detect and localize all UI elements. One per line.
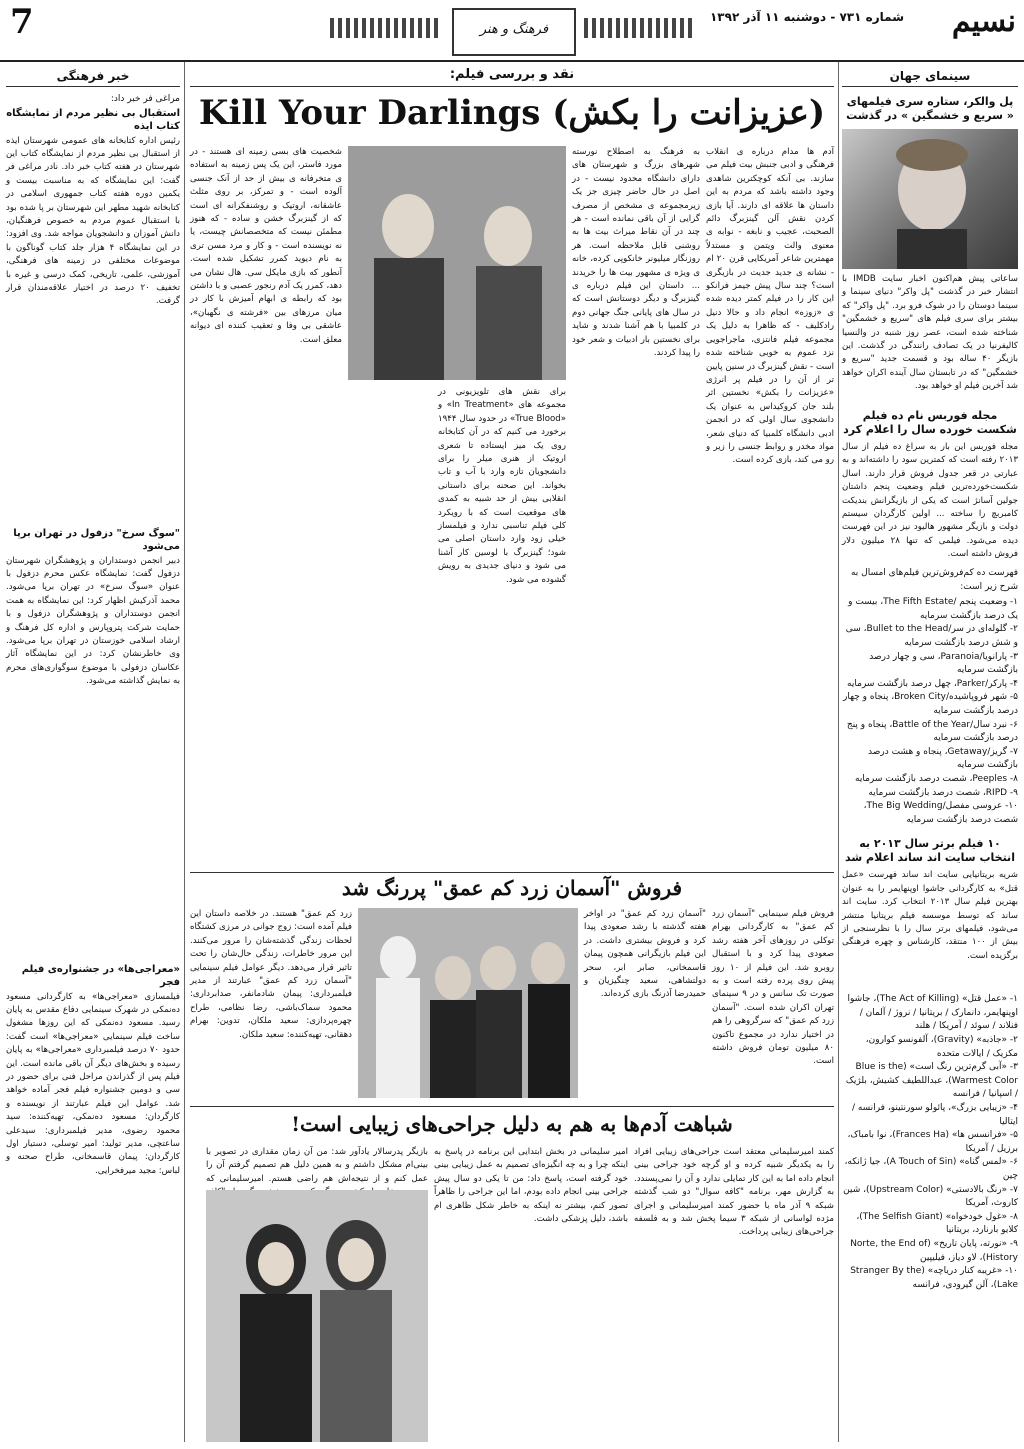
list-item: ۴- پارکر/Parker، چهل درصد بازگشت سرمایه — [847, 678, 1018, 689]
list-item: ۱۰- «غریبه کنار دریاچه» (Stranger By the Lake)، آلن گیرودی، فرانسه — [850, 1266, 1018, 1290]
sale-col-2: "آسمان زرد کم عمق" در اواخر هفته گذشته با رشد صعودی پیدا کرد و فروش بیشتری داشت. در این فیلم بازیگرانی همچون پیمان قاسمخانی، صابر ابر، سحر دولتشاهی، سعید چنگیزیان و حمیدرضا آذرنگ بازی کرده‌اند. — [584, 909, 706, 1000]
list-item: ۷- «رنگ بالادستی» (Upstream Color)، شین کاروث، آمریکا — [843, 1184, 1018, 1209]
forbes-body: مجله فوربس این بار به سراغ ده فیلم از سال ۲۰۱۳ رفته است که کمترین سود را داشته‌اند و به عبارتی در قعر جدول فروش قرار دارند. اسال شکست‌خورده‌ترین فیلم وضعیت پنجم داشتان جولین آسانژ است که یکی از بازیگرانش بندیکت کامبربچ را ساخته ... اولین کارگردان سیستم دولت و بازیگر مشهور هالیود نیز در این فهرست دیده می‌شود. فیلمی که تنها ۲۸ میلیون دلار فروش داشته است. — [842, 442, 1018, 560]
list-item: ۴- «زیبایی بزرگ»، پائولو سورنتینو، فرانسه / ایتالیا — [851, 1103, 1018, 1127]
cultural-news-column — [6, 66, 180, 1401]
list-item: ۱- وضعیت پنجم /The Fifth Estate، بیست و یک درصد بازگشت سرمایه — [848, 597, 1018, 621]
list-item: ۳- «آبی گرم‌ترین رنگ است» (Blue is the Warmest Color)، عبداللطیف کشیش، بلژیک / اسپانیا / فرانسه — [845, 1062, 1018, 1100]
decorative-pattern-left — [330, 18, 440, 38]
section-emblem — [452, 8, 576, 56]
walker-body: ساعاتی پیش هم‌اکنون اخبار سایت IMDB با انتشار خبر در گذشت "پل واکر" دنیای سینما و سینما دوستان را در شوک فرو برد. "پل واکر" که بیشتر برای سری فیلم های "سریع و خشمگین" شناخته شده است، عصر روز شنبه در والنسیا کالیفرنیا در یک تصادف رانندگی در گذشت. این بازیگر ۴۰ ساله بود و قسمت جدید "سریع و خشمگین" که در تابستان سال آینده اکران خواهد شد آخرین فیلم او خواهد بود. — [842, 274, 1018, 392]
surgery-headline: شباهت آدم‌ها به هم به دلیل جراحی‌های زیبایی است! — [190, 1106, 834, 1141]
sale-col-3: زرد کم عمق" هستند. در خلاصه داستان این فیلم آمده است: زوج جوانی در مرزی کشتگاه لحظات زندگی گذشته‌شان را مرور می‌کنند. این مرور خاطرات، زندگی حال‌شان را تحت تاثیر قرار می‌دهد. دیگر عوامل فیلم سینمایی "آسمان زرد کم عمق" عبارتند از مدیر فیلمبرداری: پیمان شادمانفر، صدابرداری: محمود سماک‌باشی، رضا نظامی، طراح چهره‌پردازی: سعید ملکان، تدوین: بهرام دهقانی، تهیه‌کننده: سعید ملکان. — [190, 909, 352, 1040]
top-films-list — [842, 993, 1018, 1292]
list-item: ۲- گلوله‌ای در سر/Bullet to the Head، سی و شش درصد بازگشت سرمایه — [845, 624, 1018, 648]
news-headline-3: «معراجی‌ها» در جشنواره‌ی فیلم فجر — [21, 963, 180, 988]
news-body-2: دبیر انجمن دوستداران و پژوهشگران شهرستان دزفول گفت: نمایشگاه عکس محرم دزفول با عنوان «سوگ سرخ» در تهران برپا می‌شود. محمد آذرکیش اظهار کرد: این نمایشگاه به همت انجمن دوستداران و پژوهشگران دزفول و با حمایت شرکت پتروپارس و اداره کل فرهنگ و ارشاد اسلامی خوزستان در تهران برپا می‌شود. وی خاطرنشان کرد: در این نمایشگاه آثار عکاسان دزفولی با موضوع سوگواری‌های محرم به نمایش گذاشته می‌شود. — [6, 555, 180, 687]
section-label: فرهنگ و هنر — [479, 22, 549, 37]
review-col-1: آدم ها مدام درباره ی انقلاب فرهنگی و ادبی جنبش بیت فیلم می سازند. بی آنکه کوچکترین شاهدی وجود داشته باشد که مردم به این داستان ها علاقه ای دارند. آیا بازی کردن نقش آلن گینزبرگ دائم الصحبت، عجیب و نابغه - نوابه ی معنوی والت ویتمن و مستدلاً مهمترین شاعر آمریکایی قرن ۲۰ ام - نشانه ی جدید جدیت در بازیگری است؟ چند سال پیش جیمز فرانکو این کار را در فیلم کمتر دیده شده ی «زوزه» انجام داد و حالا دنیل رادکلیف - که ظاهرا به دلیل یک مجموعه فیلم فانتزی، ماجراجویی نزد عموم به خوبی شناخته شده است - نقش گینزبرگ در سنین پایین تر از آن را در فیلم پر انرژی «عزیزانت را بکش» نخستین اثر بلند جان کروکیداس به عنوان یک دانشجوی سال اولی که در انجمن ادبی دانشگاه کلمبیا که دنیای شعر، مواد مخدر و روابط جنسی را زیر و رو می کند، بازی کرده است. — [706, 147, 834, 466]
section-heading: خبر فرهنگی — [6, 66, 180, 87]
list-item: ۳- پارانویا/Paranoia، سی و چهار درصد بازگشت سرمایه — [869, 651, 1018, 676]
cast-group-photo — [358, 908, 578, 1098]
surgery-col-2: امیر سلیمانی در بخش ابتدایی این برنامه در پاسخ به اینکه چرا و به چه انگیزه‌ای تصمیم به عمل زیبایی بینی خود گرفته است، پاسخ داد: من تا یکی دو سال پیش جراحی بینی انجام داده بودم، اما این جراحی را ظاهراً تصور کنم، بیشتر نه اینکه به خاطر شکل ظاهری ام باشد، دلیل پزشکی داشت. — [434, 1147, 628, 1225]
review-kicker: نقد و بررسی فیلم: — [190, 64, 834, 87]
forbes-list-intro: فهرست ده کم‌فروش‌ترین فیلم‌های امسال به شرح زیر است: — [850, 568, 1018, 592]
list-item: ۱۰- عروسی مفصل/The Big Wedding، شصت درصد بازگشت سرمایه — [863, 801, 1018, 825]
list-item: ۸- Peeples، شصت درصد بازگشت سرمایه — [855, 773, 1018, 784]
news-headline-2: "سوگ سرخ" دزفول در تهران برپا می‌شود — [13, 527, 180, 552]
film-still-icon — [348, 146, 566, 380]
decorative-pattern-right — [584, 18, 694, 38]
list-item: ۱- «عمل قتل» (The Act of Killing)، جاشوا اوپنهایمر، دانمارک / بریتانیا / نروژ / آلمان / فنلاند / سوئد / آمریکا / هلند — [847, 994, 1018, 1032]
sale-headline: فروش "آسمان زرد کم عمق" پررنگ شد — [190, 872, 834, 903]
flop-list — [842, 596, 1018, 827]
list-item: ۶- نبرد سال/Battle of the Year، پنجاه و پنج درصد بازگشت سرمایه — [846, 719, 1018, 744]
section-heading: سینمای جهان — [842, 66, 1018, 87]
paul-walker-photo — [842, 129, 1018, 269]
news-headline-1: استقبال بی نظیر مردم از نمایشگاه کتاب ایذه — [6, 107, 180, 132]
two-actresses-photo — [206, 1190, 428, 1442]
headline-english: Kill Your Darlings — [198, 93, 541, 133]
list-item: ۹- «نورته، پایان تاریخ» (Norte, the End of History)، لاو دیاز، فیلیپین — [850, 1238, 1018, 1263]
masthead — [0, 0, 1024, 62]
sight-sound-headline: ۱۰ فیلم برتر سال ۲۰۱۳ به انتخاب سایت اند ساند اعلام شد — [845, 837, 1015, 865]
issue-line: شماره ۷۳۱ - دوشنبه ۱۱ آذر ۱۳۹۲ — [709, 10, 904, 24]
page-number: 7 — [10, 2, 34, 42]
review-col-4: شخصیت های بسی زمینه ای هستند - در مورد فاستر، این یک پس زمینه به استفاده ی متخرفانه ی بیش از حد از آنک جنسی آلوده است - و تمرکز، بر روی مثلث عاشقانه، اروتیک و روشنفکرانه ای است که از گینزبرگ خشن و ساده - که هنوز مطمئن نیست که متخصصانش چیست، یا نه نویسنده است - و کار و مرد مسن تری به نام دیوید کمرر تشکیل شده است. آنطور که بازی مایکل سی. هال نشان می دهد، کمرر یک آدم رنجور عصبی و با داشتن بود که رابطه ی ابهام آمیزش با کار در میان مرزهای بین «فرشته ی نگهبان»، عاشقی بی وفا و تعقیب کننده ای دیوانه معلق است. — [190, 147, 342, 345]
list-item: ۷- گریز/Getaway، پنجاه و هشت درصد بازگشت سرمایه — [868, 746, 1018, 771]
review-headline — [190, 90, 834, 136]
list-item: ۵- شهر فروپاشیده/Broken City، پنجاه و چهار درصد بازگشت سرمایه — [842, 692, 1018, 716]
list-item: ۹- RIPD، شصت درصد بازگشت سرمایه — [868, 787, 1018, 798]
world-cinema-column — [842, 66, 1018, 1292]
review-col-3: برای نقش های تلویزیونی در مجموعه های «In Treatment» و «True Blood» در حدود سال ۱۹۴۴ برخورد می کنیم که در آن کتابخانه روی یک میز ایستاده تا شعری اروتیک از هنری میلر را برای دانشجویان تازه وارد با آب و تاب بخواند. این صحنه برای داستانی انقلابی بیش از حد شبیه به کمدی های موقعیت است که با رویکرد کلی فیلم تناسبی ندارد و فیلمساز خیلی زود وارد داستان اصلی می شود؛ گینزبرگ با لوسین کار آشنا می شود و دنیای جدیدی به رویش گشوده می شود. — [438, 387, 566, 585]
review-col-2: به فرهنگ به اصطلاح نورسته شهرهای بزرگ و شهرستان های دارای دانشگاه محدود نیست - در اصل در حال حاضر چیزی جز یک زیرمجموعه ی مشخص از مصرف گرایی از آن باقی نمانده است - هر چند در آن نقاط میراث بیت ها به روشنی قابل ملاحظه است. هر روزنگار میلیونر خانکوپی کرده، خانه ی ویژه ی مشهور بیت ها را خریدند ... داستان این فیلم درباره ی گینزبرگ و دیگر دوستانش است که در سال های پایانی جنگ جهانی دوم در کلمبیا با هم آشنا شدند و شاید برای نخستین بار ادبیات و شعر خود را پیدا کردند. — [572, 147, 700, 359]
news-intro: مراغی فر خبر داد: — [110, 94, 180, 104]
column-divider — [838, 62, 839, 1442]
list-item: ۶- «لمس گناه» (A Touch of Sin)، جیا ژانکه، چین — [844, 1157, 1018, 1181]
surgery-col-1: کمند امیرسلیمانی معتقد است جراحی‌های زیبایی افراد را به یکدیگر شبیه کرده و او گرچه خود جراحی بینی انجام داده اما به این کار تمایلی ندارد و آن را نمی‌پسندد. به گزارش مهر، برنامه "کافه سوال" دو شب گذشته شبکه ۹ آذر ماه با حضور کمند امیرسلیمانی و اجرای مژده لواسانی از شبکه ۳ سیما پخش شد و به فلسفه جراحی‌های زیبایی پرداخت. — [634, 1147, 834, 1238]
news-body-1: رئیس اداره کتابخانه های عمومی شهرستان ایذه از استقبال بی نظیر مردم از نمایشگاه کتاب این شهرستان در هفته کتاب خبر داد. نادر مراغی فر گفت: این نمایشگاه که به مناسبت بیست و یکمین دوره هفته کتاب جمهوری اسلامی در کتابخانه شهید مطهر این شهرستان بر پا شده بود با استقبال عموم مردم به خصوص فرهنگیان، دانش آموزان و دانشجویان مواجه شد. وی افزود: در این نمایشگاه ۴ هزار جلد کتاب گوناگون با موضوعات مختلفی در زمینه های فرهنگی، آموزشی، علمی، تاریخی، کمک درسی و غیره با تخفیف ۲۰ درصد در اختیار علاقه‌مندان قرار گرفت. — [6, 135, 180, 307]
review-film-still — [348, 146, 566, 380]
cast-photo-icon — [358, 908, 578, 1098]
headline-persian: (عزیزانت را بکش) — [552, 93, 826, 133]
forbes-headline: مجله فوربس نام ده فیلم شکست خورده سال را اعلام کرد — [843, 409, 1017, 436]
newspaper-logo: نسیم — [951, 4, 1016, 39]
list-item: ۸- «غول خودخواه» (The Selfish Giant)، کلایو بارنارد، بریتانیا — [856, 1211, 1018, 1236]
portrait-icon — [842, 129, 1018, 269]
column-divider — [184, 62, 185, 1442]
list-item: ۵- «فرانسس ها» (Frances Ha)، نوا بامباک، برزیل / آمریکا — [847, 1130, 1018, 1154]
list-item: ۲- «جاذبه» (Gravity)، آلفونسو کوارون، مکزیک / ایالات متحده — [865, 1035, 1018, 1059]
surgery-col-3: بازیگر پدرسالار یادآور شد: من آن زمان مقداری در تصویر با بینی‌ام مشکل داشتم و به همین دلیل هم تصمیم گرفتم آن را عمل کنم و از نتیجه‌اش هم راضی هستم. امیرسلیمانی که — [206, 1147, 428, 1184]
actresses-photo-icon — [206, 1190, 428, 1442]
sale-col-1: فروش فیلم سینمایی "آسمان زرد کم عمق" به کارگردانی بهرام توکلی در روزهای آخر هفته رشد صعودی پیدا کرد و با استقبال روبرو شد. این فیلم از ۱۰ روز پیش روی پرده رفته است و به صورت تک سانس و در ۹ سینمای تهران اکران شده است. "آسمان زرد کم عمق" که سرگروهی را هم در اختیار ندارد در مجموع تاکنون ۸۰ میلیون تومان فروش داشته است. — [712, 909, 835, 1067]
news-body-3: فیلمسازی «معراجی‌ها» به کارگردانی مسعود ده‌نمکی در شهرک سینمایی دفاع مقدس به پایان رسید. مسعود ده‌نمکی که این روزها مشغول ساخت فیلم سینمایی «معراجی‌ها» است گفت: حدود ۷۰ درصد فیلمبرداری «معراجی‌ها» به پایان رسیده و بخش‌های دیگر آن باقی مانده است. این فیلم پس از گذراندن مراحل فنی برای حضور در سی و دومین جشنواره فیلم فجر آماده خواهد شد. عوامل این فیلم عبارتند از نویسنده و کارگردان: مسعود ده‌نمکی، تهیه‌کننده: سید محمود رضوی، مدیر فیلمبرداری: سیدعلی ساعتچی، مدیر تولید: امیر توسلی، دستیار اول کارگردان: پیمان قاسمخانی، طراح صحنه و لباس: مجید میرفخرایی. — [6, 991, 180, 1176]
sight-sound-body: شریه بریتانیایی سایت اند ساند فهرست «عمل قتل» به کارگردانی جاشوا اوپنهایمر را به عنوان بهترین فیلم سال ۲۰۱۳ انتخاب کرد. سایت اند ساند که توسط موسسه فیلم بریتانیا منتشر می‌شود، فیلمهای برتر سال را با نظرسنجی از بیش از ۱۰۰ منتقد، کارشناس و چهره فرهنگی برگزیده است. — [842, 870, 1019, 961]
walker-headline: پل والکر، ستاره سری فیلمهای « سریع و خشمگین » در گذشت — [846, 95, 1014, 122]
